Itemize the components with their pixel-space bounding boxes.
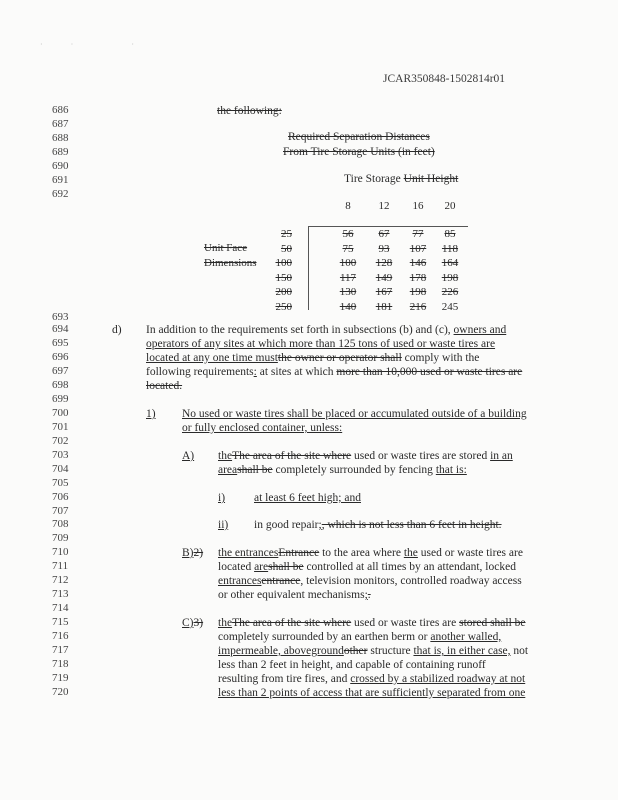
para-C-line6: less than 2 points of access that are sufficiently separated from one [218,687,526,699]
para-B-line1: the entrancesEntrance to the area where the used or waste tires are [218,547,523,559]
line-number: 696 [52,351,69,363]
row-face-dimension: 200 [275,286,292,298]
document-id: JCAR350848-1502814r01 [383,73,506,85]
para-C-line4: less than 2 feet in height, and capable of containing runoff [218,659,486,671]
line-number: 716 [52,630,69,642]
table-cell: 100 [339,257,357,269]
table-cell: 117 [339,271,357,284]
line-number: 719 [52,672,69,684]
table-cell: 198 [441,271,459,284]
para-B-line2: located areshall be controlled at all times by an attendant, locked [218,561,516,573]
para-C-line1: theThe area of the site where used or waste tires are stored shall be [218,617,526,629]
row-face-dimension: 100 [275,257,292,269]
line-number: 698 [52,379,69,391]
para-ii-label: ii) [218,519,229,531]
table-cell: 149 [375,271,393,284]
line-number: 694 [52,323,69,335]
para-A-line2: areashall be completely surrounded by fencing that is: [218,464,467,476]
line-number: 711 [52,560,69,572]
table-cell: 245 [441,300,459,313]
table-cell: 167 [375,286,393,298]
line-number: 691 [52,174,69,186]
table-cell: 56 [342,228,354,240]
para-B-line3: entrancesentrance, television monitors, controlled roadway access [218,575,522,587]
table-cell: 118 [441,242,459,255]
para-C-line2: completely surrounded by an earthen berm or another walled, [218,631,502,643]
table-cell: 178 [409,271,427,284]
table-cell: 93 [378,242,390,255]
line-number: 706 [52,491,69,503]
table-cell: 130 [339,286,357,298]
line-number: 687 [52,118,69,130]
column-header: 20 [444,200,456,212]
row-label-line2: Dimensions [204,257,257,269]
table-cell: 181 [375,300,393,313]
line-number: 702 [52,435,69,447]
para-1-line2: or fully enclosed container, unless: [182,422,343,434]
line-number: 686 [52,104,69,116]
line-number: 714 [52,602,69,614]
para-i-label: i) [218,492,226,504]
column-header: 8 [345,200,351,212]
table-cell: 75 [342,242,354,255]
table-cell: 128 [375,257,393,269]
line-number: 690 [52,160,69,172]
line-number: 713 [52,588,69,600]
row-face-dimension: 50 [281,242,292,255]
column-group-header: Tire Storage Unit Height [344,173,459,185]
table-cell: 164 [441,257,459,269]
line-number: 704 [52,463,69,475]
table-cell: 198 [409,286,427,298]
column-header: 12 [378,200,390,212]
table-title-line1: Required Separation Distances [288,131,430,143]
para-1-label: 1) [146,408,156,420]
line-number: 717 [52,644,69,656]
row-label-line1: Unit Face [204,242,248,254]
para-ii-text: in good repair;, which is not less than 6 feet in height. [254,519,502,531]
line-number: 699 [52,393,69,405]
line-number: 700 [52,407,69,419]
para-1-line1: No used or waste tires shall be placed or accumulated outside of a building [182,408,527,420]
table-title-line2: From Tire Storage Units (in feet) [283,146,435,158]
para-C-label: C)3) [182,617,204,629]
table-cell: 140 [339,300,357,313]
table-left-rule [308,226,309,310]
para-A-line1: theThe area of the site where used or waste tires are stored in an [218,450,513,462]
table-cell: 107 [409,242,427,255]
scan-specks: ·· · [40,40,162,49]
row-face-dimension: 250 [275,300,292,313]
line-number: 703 [52,449,69,461]
column-header: 16 [412,200,424,212]
table-cell: 226 [441,286,459,298]
line-number: 707 [52,505,69,517]
row-face-dimension: 25 [281,228,292,240]
para-d-line3: located at any one time mustthe owner or operator shall comply with the [146,352,480,364]
line-number: 718 [52,658,69,670]
para-C-line5: resulting from tire fires, and crossed by a stabilized roadway at not [218,673,526,685]
line-number: 715 [52,616,69,628]
para-d-line4: following requirements: at sites at which more than 10,000 used or waste tires are [146,366,523,378]
line-number: 709 [52,532,69,544]
line-number: 705 [52,477,69,489]
para-d-line1: In addition to the requirements set forth in subsections (b) and (c), owners and [146,324,507,336]
para-d-line5: located. [146,380,183,392]
line-number: 710 [52,546,69,558]
para-B-label: B)2) [182,547,204,559]
line-number: 697 [52,365,69,377]
table-cell: 67 [378,228,390,240]
line-number: 701 [52,421,69,433]
line-number: 688 [52,132,69,144]
table-top-rule [308,226,468,227]
para-d-label: d) [112,324,122,336]
line-number: 712 [52,574,69,586]
table-cell: 216 [409,300,427,313]
para-i-text: at least 6 feet high; and [254,492,361,504]
table-intro: the following: [217,105,282,117]
line-number: 695 [52,337,69,349]
table-cell: 77 [412,228,424,240]
para-C-line3: impermeable, abovegroundother structure that is, in either case, not [218,645,529,657]
table-cell: 85 [444,228,456,240]
line-number: 692 [52,188,69,200]
table-cell: 146 [409,257,427,269]
row-face-dimension: 150 [275,271,292,284]
para-d-line2: operators of any sites at which more than 125 tons of used or waste tires are [146,338,496,350]
line-number: 693 [52,311,69,323]
line-number: 689 [52,146,69,158]
para-B-line4: or other equivalent mechanisms;. [218,589,371,601]
para-A-label: A) [182,450,195,462]
line-number: 720 [52,686,69,698]
line-number: 708 [52,518,69,530]
